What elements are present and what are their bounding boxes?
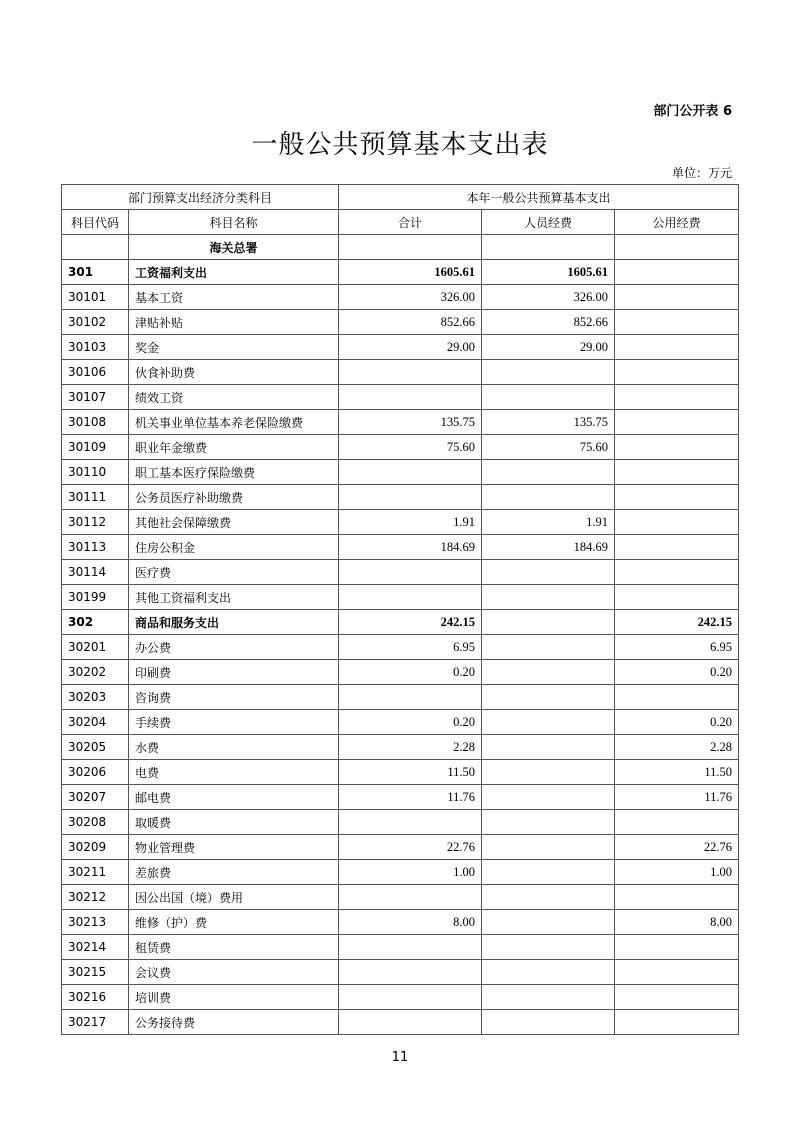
row-public: 0.20 xyxy=(615,660,739,685)
row-code: 30214 xyxy=(62,935,129,960)
row-public xyxy=(615,585,739,610)
row-public: 2.28 xyxy=(615,735,739,760)
row-personnel xyxy=(482,485,615,510)
row-public: 6.95 xyxy=(615,635,739,660)
row-personnel xyxy=(482,585,615,610)
row-name: 奖金 xyxy=(129,335,339,360)
row-public xyxy=(615,360,739,385)
page-title: 一般公共预算基本支出表 xyxy=(251,130,549,160)
row-name: 邮电费 xyxy=(129,785,339,810)
row-code: 30108 xyxy=(62,410,129,435)
row-name: 工资福利支出 xyxy=(129,260,339,285)
row-total: 1605.61 xyxy=(339,260,482,285)
row-name: 住房公积金 xyxy=(129,535,339,560)
row-public xyxy=(615,560,739,585)
row-total xyxy=(339,685,482,710)
table-row xyxy=(62,885,739,910)
unit-label: 单位：万元 xyxy=(671,166,732,180)
row-code: 30216 xyxy=(62,985,129,1010)
row-total: 0.20 xyxy=(339,710,482,735)
row-total xyxy=(339,885,482,910)
table-row xyxy=(62,785,739,810)
row-total: 11.76 xyxy=(339,785,482,810)
row-public xyxy=(615,310,739,335)
table-row xyxy=(62,835,739,860)
row-personnel: 326.00 xyxy=(482,285,615,310)
row-public xyxy=(615,810,739,835)
table-body xyxy=(62,260,739,1035)
row-code: 30114 xyxy=(62,560,129,585)
table-row xyxy=(62,310,739,335)
row-name: 其他工资福利支出 xyxy=(129,585,339,610)
row-public xyxy=(615,1010,739,1035)
table-row xyxy=(62,1010,739,1035)
row-code: 30110 xyxy=(62,460,129,485)
row-code: 301 xyxy=(62,260,129,285)
row-name: 手续费 xyxy=(129,710,339,735)
table-row xyxy=(62,460,739,485)
header-column-row xyxy=(62,210,739,235)
table-row xyxy=(62,960,739,985)
row-total xyxy=(339,585,482,610)
header-group-expenditure: 本年一般公共预算基本支出 xyxy=(339,185,739,210)
row-name: 印刷费 xyxy=(129,660,339,685)
row-personnel xyxy=(482,735,615,760)
row-name: 取暖费 xyxy=(129,810,339,835)
row-personnel xyxy=(482,960,615,985)
row-code: 302 xyxy=(62,610,129,635)
page-number: 11 xyxy=(391,1050,409,1065)
row-code: 30199 xyxy=(62,585,129,610)
row-code: 30204 xyxy=(62,710,129,735)
table-row xyxy=(62,510,739,535)
row-personnel xyxy=(482,885,615,910)
row-code: 30106 xyxy=(62,360,129,385)
department-row xyxy=(62,235,739,260)
row-public xyxy=(615,885,739,910)
row-code: 30101 xyxy=(62,285,129,310)
row-personnel xyxy=(482,935,615,960)
row-code: 30111 xyxy=(62,485,129,510)
row-personnel: 1.91 xyxy=(482,510,615,535)
row-total xyxy=(339,360,482,385)
table-row xyxy=(62,910,739,935)
table-row xyxy=(62,435,739,460)
row-name: 办公费 xyxy=(129,635,339,660)
row-public: 242.15 xyxy=(615,610,739,635)
row-total xyxy=(339,560,482,585)
row-code: 30206 xyxy=(62,760,129,785)
row-name: 电费 xyxy=(129,760,339,785)
row-personnel xyxy=(482,360,615,385)
department-total-cell xyxy=(339,235,482,260)
table-row xyxy=(62,635,739,660)
row-personnel: 184.69 xyxy=(482,535,615,560)
row-total: 22.76 xyxy=(339,835,482,860)
row-personnel: 852.66 xyxy=(482,310,615,335)
row-public xyxy=(615,435,739,460)
row-total: 852.66 xyxy=(339,310,482,335)
table-row xyxy=(62,660,739,685)
row-name: 因公出国（境）费用 xyxy=(129,885,339,910)
row-total: 0.20 xyxy=(339,660,482,685)
row-name: 医疗费 xyxy=(129,560,339,585)
row-name: 基本工资 xyxy=(129,285,339,310)
table-row xyxy=(62,585,739,610)
row-personnel xyxy=(482,610,615,635)
row-total xyxy=(339,810,482,835)
row-public xyxy=(615,485,739,510)
row-code: 30203 xyxy=(62,685,129,710)
row-code: 30209 xyxy=(62,835,129,860)
row-personnel xyxy=(482,460,615,485)
table-row xyxy=(62,360,739,385)
row-code: 30212 xyxy=(62,885,129,910)
row-code: 30107 xyxy=(62,385,129,410)
row-public: 11.76 xyxy=(615,785,739,810)
row-code: 30113 xyxy=(62,535,129,560)
table-row xyxy=(62,485,739,510)
row-code: 30215 xyxy=(62,960,129,985)
row-total: 8.00 xyxy=(339,910,482,935)
row-personnel xyxy=(482,635,615,660)
row-total: 11.50 xyxy=(339,760,482,785)
row-total: 242.15 xyxy=(339,610,482,635)
row-personnel xyxy=(482,810,615,835)
table-row xyxy=(62,260,739,285)
row-total: 1.91 xyxy=(339,510,482,535)
row-name: 伙食补助费 xyxy=(129,360,339,385)
table-row xyxy=(62,335,739,360)
table-row xyxy=(62,735,739,760)
row-public xyxy=(615,335,739,360)
header-name: 科目名称 xyxy=(129,210,339,235)
row-personnel: 75.60 xyxy=(482,435,615,460)
row-total xyxy=(339,985,482,1010)
department-name: 海关总署 xyxy=(129,235,339,260)
row-code: 30205 xyxy=(62,735,129,760)
row-public xyxy=(615,410,739,435)
row-personnel xyxy=(482,685,615,710)
row-personnel xyxy=(482,760,615,785)
header-code: 科目代码 xyxy=(62,210,129,235)
row-name: 会议费 xyxy=(129,960,339,985)
row-public xyxy=(615,960,739,985)
row-name: 物业管理费 xyxy=(129,835,339,860)
row-personnel xyxy=(482,785,615,810)
row-public: 1.00 xyxy=(615,860,739,885)
row-personnel xyxy=(482,560,615,585)
row-code: 30211 xyxy=(62,860,129,885)
row-total: 135.75 xyxy=(339,410,482,435)
row-public: 0.20 xyxy=(615,710,739,735)
row-public xyxy=(615,535,739,560)
row-name: 其他社会保障缴费 xyxy=(129,510,339,535)
row-name: 维修（护）费 xyxy=(129,910,339,935)
table-tag: 部门公开表 6 xyxy=(653,104,732,119)
row-name: 培训费 xyxy=(129,985,339,1010)
table-row xyxy=(62,535,739,560)
table-header xyxy=(62,185,739,260)
row-name: 商品和服务支出 xyxy=(129,610,339,635)
department-code-cell xyxy=(62,235,129,260)
row-code: 30213 xyxy=(62,910,129,935)
table-row xyxy=(62,410,739,435)
row-public xyxy=(615,260,739,285)
row-personnel xyxy=(482,910,615,935)
row-total: 29.00 xyxy=(339,335,482,360)
row-name: 水费 xyxy=(129,735,339,760)
row-code: 30109 xyxy=(62,435,129,460)
table-row xyxy=(62,285,739,310)
row-public xyxy=(615,510,739,535)
row-personnel xyxy=(482,860,615,885)
table-row xyxy=(62,935,739,960)
row-code: 30201 xyxy=(62,635,129,660)
row-total xyxy=(339,485,482,510)
row-personnel: 1605.61 xyxy=(482,260,615,285)
row-total: 2.28 xyxy=(339,735,482,760)
row-personnel xyxy=(482,660,615,685)
row-code: 30112 xyxy=(62,510,129,535)
row-name: 公务接待费 xyxy=(129,1010,339,1035)
table-row xyxy=(62,685,739,710)
row-public: 11.50 xyxy=(615,760,739,785)
row-public xyxy=(615,385,739,410)
row-code: 30102 xyxy=(62,310,129,335)
header-group-classification: 部门预算支出经济分类科目 xyxy=(62,185,339,210)
header-group-row xyxy=(62,185,739,210)
row-code: 30207 xyxy=(62,785,129,810)
table-row xyxy=(62,560,739,585)
row-total: 75.60 xyxy=(339,435,482,460)
row-total: 184.69 xyxy=(339,535,482,560)
row-total: 326.00 xyxy=(339,285,482,310)
row-personnel xyxy=(482,385,615,410)
row-name: 租赁费 xyxy=(129,935,339,960)
header-personnel: 人员经费 xyxy=(482,210,615,235)
row-name: 机关事业单位基本养老保险缴费 xyxy=(129,410,339,435)
row-name: 差旅费 xyxy=(129,860,339,885)
row-public xyxy=(615,935,739,960)
row-code: 30103 xyxy=(62,335,129,360)
row-code: 30208 xyxy=(62,810,129,835)
table-row xyxy=(62,710,739,735)
row-name: 咨询费 xyxy=(129,685,339,710)
row-personnel xyxy=(482,1010,615,1035)
header-public: 公用经费 xyxy=(615,210,739,235)
row-code: 30217 xyxy=(62,1010,129,1035)
table-row xyxy=(62,760,739,785)
row-total xyxy=(339,960,482,985)
row-total: 1.00 xyxy=(339,860,482,885)
row-total: 6.95 xyxy=(339,635,482,660)
row-code: 30202 xyxy=(62,660,129,685)
row-personnel: 135.75 xyxy=(482,410,615,435)
table-row xyxy=(62,860,739,885)
row-name: 绩效工资 xyxy=(129,385,339,410)
table-row xyxy=(62,810,739,835)
row-public: 8.00 xyxy=(615,910,739,935)
row-name: 职工基本医疗保险缴费 xyxy=(129,460,339,485)
row-personnel xyxy=(482,985,615,1010)
table-row xyxy=(62,385,739,410)
row-public xyxy=(615,460,739,485)
row-public xyxy=(615,285,739,310)
row-name: 职业年金缴费 xyxy=(129,435,339,460)
row-public xyxy=(615,985,739,1010)
row-personnel xyxy=(482,835,615,860)
table-row xyxy=(62,610,739,635)
row-total xyxy=(339,460,482,485)
row-name: 津贴补贴 xyxy=(129,310,339,335)
department-personnel-cell xyxy=(482,235,615,260)
row-name: 公务员医疗补助缴费 xyxy=(129,485,339,510)
row-personnel: 29.00 xyxy=(482,335,615,360)
row-personnel xyxy=(482,710,615,735)
row-total xyxy=(339,385,482,410)
row-total xyxy=(339,1010,482,1035)
budget-table xyxy=(61,184,739,1035)
header-total: 合计 xyxy=(339,210,482,235)
row-public xyxy=(615,685,739,710)
row-public: 22.76 xyxy=(615,835,739,860)
row-total xyxy=(339,935,482,960)
table-row xyxy=(62,985,739,1010)
department-public-cell xyxy=(615,235,739,260)
